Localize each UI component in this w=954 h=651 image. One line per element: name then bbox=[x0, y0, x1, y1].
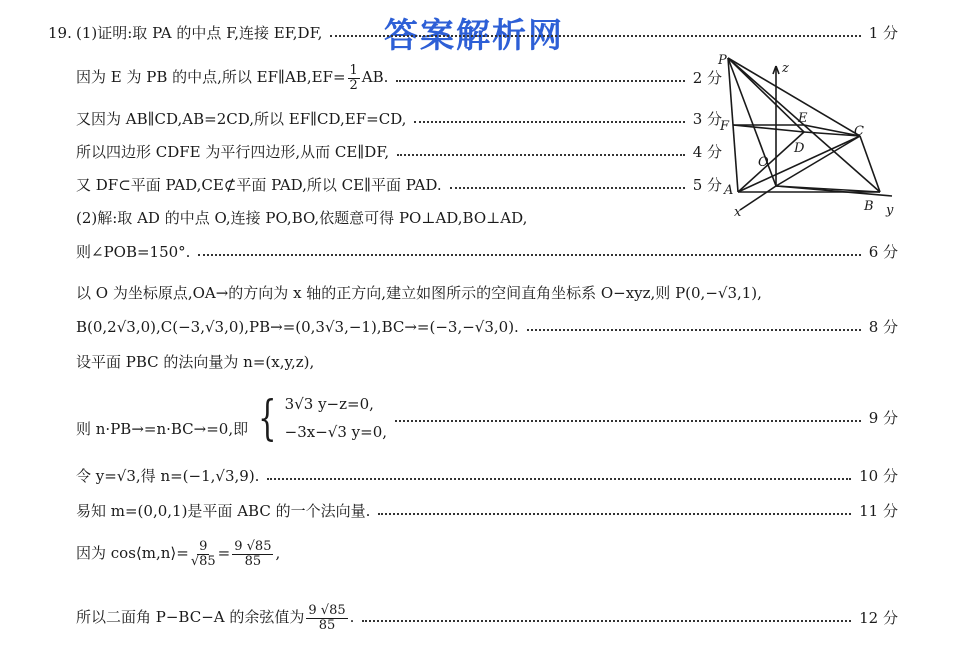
fraction: $\frac{9 √85}{85}$ bbox=[234, 539, 272, 569]
segment-OC bbox=[776, 136, 860, 186]
points-label: 3 分 bbox=[692, 110, 722, 128]
fraction: $\frac{9 √85}{85}$ bbox=[308, 603, 346, 633]
solution-line: 则 n·PB→=n·BC→=0,即 { 3√3 y−z=0, −3x−√3 y=0, 9 分 bbox=[76, 390, 898, 446]
label-O: O bbox=[758, 155, 769, 170]
label-E: E bbox=[798, 111, 808, 126]
watermark: 答案解析网 bbox=[384, 16, 564, 56]
solution-line: 令 y=√3,得 n=(−1,√3,9). 10 分 bbox=[76, 467, 898, 485]
label-x: x bbox=[734, 205, 742, 220]
solution-line: 易知 m=(0,0,1)是平面 ABC 的一个法向量. 11 分 bbox=[76, 502, 898, 520]
points-label: 9 分 bbox=[868, 409, 898, 427]
points-label: 1 分 bbox=[868, 24, 898, 42]
question-number: 19. bbox=[48, 24, 72, 42]
points-label: 4 分 bbox=[692, 143, 722, 161]
label-A: A bbox=[724, 183, 734, 198]
label-D: D bbox=[794, 141, 805, 156]
solution-line: 以 O 为坐标原点,OA→的方向为 x 轴的正方向,建立如图所示的空间直角坐标系 O−xyz,则 P(0,−√3,1), bbox=[76, 284, 762, 302]
solution-line: 又因为 AB∥CD,AB=2CD,所以 EF∥CD,EF=CD, 3 分 bbox=[76, 110, 722, 128]
points-label: 5 分 bbox=[692, 176, 722, 194]
points-label: 11 分 bbox=[859, 502, 898, 520]
cropped-previous-line bbox=[20, 0, 940, 6]
solution-line: (2)解:取 AD 的中点 O,连接 PO,BO,依题意可得 PO⊥AD,BO⊥AD, bbox=[76, 209, 528, 227]
fraction: $\frac{1}{2}$ bbox=[349, 63, 358, 93]
x-axis bbox=[740, 186, 776, 210]
points-label: 6 分 bbox=[868, 243, 898, 261]
edge-PD bbox=[728, 58, 804, 132]
solution-line: 因为 cos⟨m,n⟩= $\frac{9}{√85}$ = $\frac{9 √85}{85}$ , bbox=[76, 539, 281, 569]
points-label: 8 分 bbox=[868, 318, 898, 336]
label-P: P bbox=[718, 53, 727, 68]
solution-line: 设平面 PBC 的法向量为 n=(x,y,z), bbox=[76, 353, 315, 371]
fraction: $\frac{9}{√85}$ bbox=[190, 539, 216, 569]
label-B: B bbox=[864, 199, 874, 214]
solution-line: B(0,2√3,0),C(−3,√3,0),PB→=(0,3√3,−1),BC→=(−3,−√3,0). 8 分 bbox=[76, 318, 898, 336]
solution-line: 又 DF⊂平面 PAD,CE⊄平面 PAD,所以 CE∥平面 PAD. 5 分 bbox=[76, 176, 722, 194]
label-z: z bbox=[782, 61, 789, 76]
segment-FD bbox=[733, 125, 804, 132]
points-label: 2 分 bbox=[692, 69, 722, 88]
points-label: 10 分 bbox=[859, 467, 898, 485]
label-y: y bbox=[886, 203, 894, 218]
solution-line: 所以四边形 CDFE 为平行四边形,从而 CE∥DF, 4 分 bbox=[76, 143, 722, 161]
solution-line: 则∠POB=150°. 6 分 bbox=[76, 243, 898, 261]
solution-line: 因为 E 为 PB 的中点,所以 EF∥AB,EF= $\frac{1}{2}$ AB. 2 分 bbox=[76, 63, 722, 93]
label-C: C bbox=[854, 124, 864, 139]
solution-line: 所以二面角 P−BC−A 的余弦值为 $\frac{9 √85}{85}$ . 12 分 bbox=[76, 603, 898, 633]
equation-system: { 3√3 y−z=0, −3x−√3 y=0, bbox=[258, 390, 388, 446]
points-label: 12 分 bbox=[859, 609, 898, 628]
solution-line: (1)证明:取 PA 的中点 F,连接 EF,DF, 1 分 bbox=[76, 24, 898, 42]
label-F: F bbox=[720, 119, 730, 134]
pyramid-figure bbox=[712, 52, 902, 222]
edge-PO bbox=[728, 58, 776, 186]
